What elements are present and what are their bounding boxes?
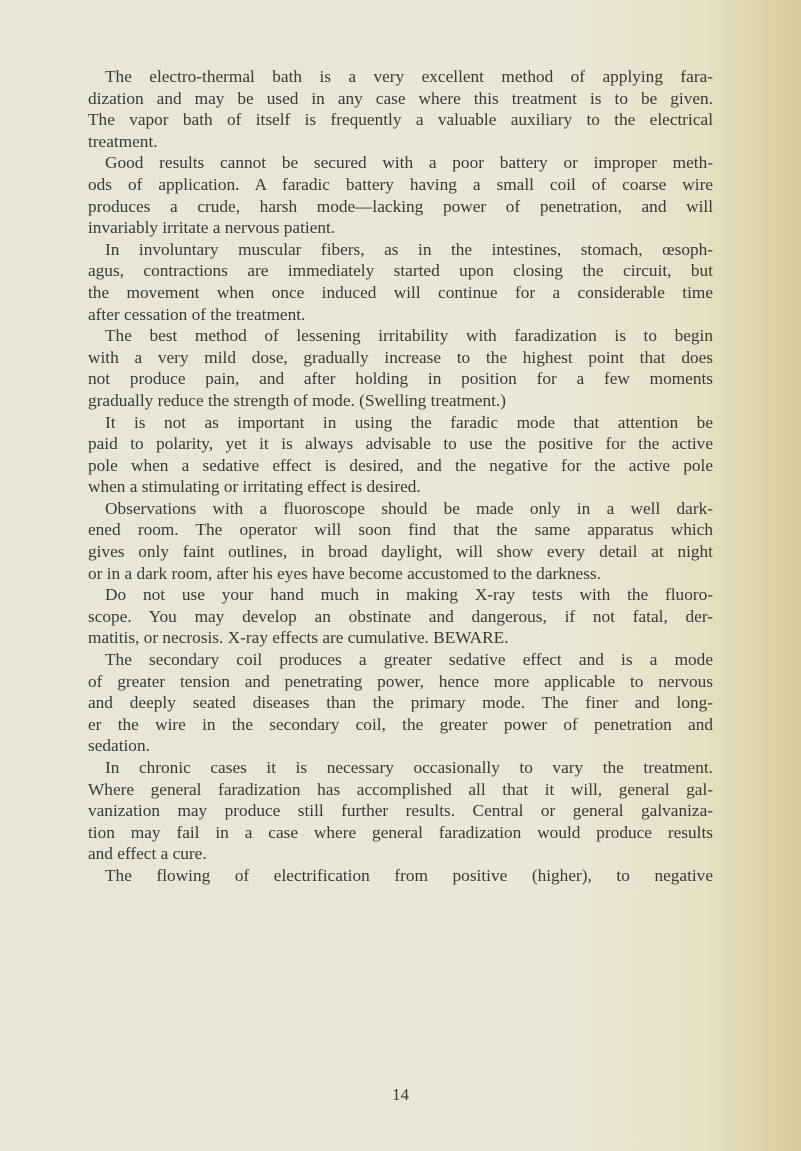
text-line: dization and may be used in any case where this treatment is to be given.	[88, 88, 713, 108]
text-line: treatment.	[88, 131, 158, 151]
paragraph	[88, 865, 713, 887]
text-line: sedation.	[88, 736, 150, 756]
text-line: The best method of lessening irritability with faradization is to begin	[105, 326, 713, 346]
paragraph	[88, 152, 713, 238]
text-line: the movement when once induced will continue for a considerable time	[88, 282, 713, 302]
text-line: It is not as important in using the faradic mode that attention be	[105, 412, 713, 432]
paragraph	[88, 757, 713, 865]
text-line: produces a crude, harsh mode—lacking power of penetration, and will	[88, 196, 713, 216]
text-line: of greater tension and penetrating power, hence more applicable to nervous	[88, 671, 713, 691]
text-line: scope. You may develop an obstinate and dangerous, if not fatal, der-	[88, 606, 713, 626]
paragraph	[88, 66, 713, 152]
text-line: when a stimulating or irritating effect is desired.	[88, 477, 421, 497]
paragraph	[88, 498, 713, 584]
text-line: In involuntary muscular fibers, as in the intestines, stomach, œsoph-	[105, 239, 713, 259]
text-line: The flowing of electrification from positive (higher), to negative	[105, 865, 713, 885]
text-line: Do not use your hand much in making X-ray tests with the fluoro-	[105, 585, 713, 605]
text-line: vanization may produce still further results. Central or general galvaniza-	[88, 801, 713, 821]
text-line: ods of application. A faradic battery having a small coil of coarse wire	[88, 174, 713, 194]
text-line: ened room. The operator will soon find that the same apparatus which	[88, 520, 713, 540]
text-line: Good results cannot be secured with a poor battery or improper meth-	[105, 153, 713, 173]
text-line: with a very mild dose, gradually increase to the highest point that does	[88, 347, 713, 367]
text-line: pole when a sedative effect is desired, and the negative for the active pole	[88, 455, 713, 475]
text-line: or in a dark room, after his eyes have become accustomed to the darkness.	[88, 563, 601, 583]
text-line: er the wire in the secondary coil, the greater power of penetration and	[88, 714, 713, 734]
text-line: paid to polarity, yet it is always advisable to use the positive for the active	[88, 434, 713, 454]
text-line: not produce pain, and after holding in position for a few moments	[88, 369, 713, 389]
paragraph	[88, 412, 713, 498]
text-line: The vapor bath of itself is frequently a valuable auxiliary to the electrical	[88, 110, 713, 130]
text-line: Where general faradization has accomplished all that it will, general gal-	[88, 779, 713, 799]
paragraph	[88, 584, 713, 649]
text-line: after cessation of the treatment.	[88, 304, 306, 324]
page-body-text	[88, 66, 713, 887]
text-line: gives only faint outlines, in broad daylight, will show every detail at night	[88, 542, 713, 562]
paragraph	[88, 325, 713, 411]
text-line: matitis, or necrosis. X-ray effects are cumulative. BEWARE.	[88, 628, 509, 648]
text-line: and effect a cure.	[88, 844, 207, 864]
text-line: agus, contractions are immediately started upon closing the circuit, but	[88, 261, 713, 281]
text-line: In chronic cases it is necessary occasionally to vary the treatment.	[105, 758, 713, 777]
text-line: The electro-thermal bath is a very excellent method of applying fara-	[105, 67, 713, 86]
paragraph	[88, 649, 713, 757]
text-line: invariably irritate a nervous patient.	[88, 218, 336, 238]
page-number: 14	[392, 1085, 409, 1104]
text-line: and deeply seated diseases than the primary mode. The finer and long-	[88, 693, 713, 713]
text-line: gradually reduce the strength of mode. (Swelling treatment.)	[88, 390, 506, 410]
paragraph	[88, 239, 713, 325]
text-line: tion may fail in a case where general faradization would produce results	[88, 822, 713, 842]
text-line: Observations with a fluoroscope should be made only in a well dark-	[105, 498, 713, 518]
text-line: The secondary coil produces a greater sedative effect and is a mode	[105, 650, 713, 670]
